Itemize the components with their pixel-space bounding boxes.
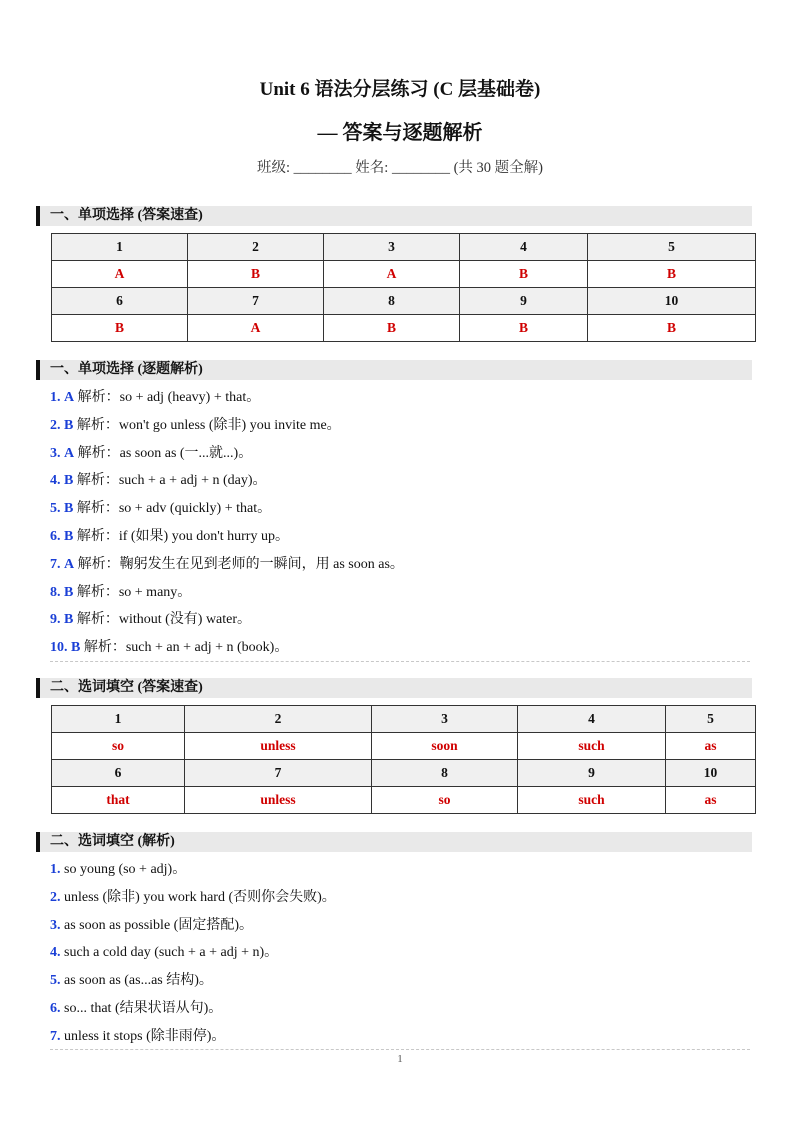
section-heading-fill-quick: 二、选词填空 (答案速查) xyxy=(36,678,752,698)
item-text: as soon as possible (固定搭配)。 xyxy=(64,917,253,933)
list-item xyxy=(50,634,750,662)
item-number: 1. xyxy=(50,390,61,405)
item-text: so... that (结果状语从句)。 xyxy=(64,1000,223,1016)
choice-answer-table xyxy=(51,233,756,342)
divider xyxy=(50,1049,750,1050)
item-number: 6. xyxy=(50,1000,61,1016)
section-heading-choice-quick: 一、单项选择 (答案速查) xyxy=(36,206,752,226)
answer-cell: so xyxy=(372,787,518,814)
answer-cell: that xyxy=(52,787,185,814)
answer-cell: B xyxy=(588,261,756,288)
item-answer: A xyxy=(64,390,75,405)
document-subtitle: — 答案与逐题解析 xyxy=(317,122,483,144)
list-item xyxy=(50,551,750,579)
list-item xyxy=(50,939,750,967)
answer-cell: such xyxy=(518,787,666,814)
list-item xyxy=(50,495,750,523)
table-cell: 4 xyxy=(460,234,588,261)
answer-cell: so xyxy=(52,733,185,760)
answer-cell: B xyxy=(588,315,756,342)
table-cell: 6 xyxy=(52,288,188,315)
table-row xyxy=(52,760,756,787)
list-item xyxy=(50,384,750,412)
fill-analysis-list xyxy=(50,856,750,1051)
table-cell: 7 xyxy=(188,288,324,315)
answer-cell: as xyxy=(666,787,756,814)
document-title: Unit 6 语法分层练习 (C 层基础卷) xyxy=(259,79,541,100)
item-number: 10. xyxy=(50,640,68,656)
table-cell: 3 xyxy=(372,706,518,733)
table-cell: 3 xyxy=(324,234,460,261)
table-row xyxy=(52,288,756,315)
item-number: 1. xyxy=(50,862,61,877)
item-number: 4. xyxy=(50,945,61,961)
item-number: 2. xyxy=(50,417,61,433)
list-item xyxy=(50,440,750,468)
list-item xyxy=(50,856,750,884)
table-cell: 5 xyxy=(666,706,756,733)
table-cell: 10 xyxy=(666,760,756,787)
item-answer: B xyxy=(64,528,74,544)
item-text: 解析：so + many。 xyxy=(76,584,192,600)
table-cell: 2 xyxy=(185,706,372,733)
item-text: 解析：such + an + adj + n (book)。 xyxy=(83,640,289,656)
item-text: 解析：such + a + adj + n (day)。 xyxy=(76,473,267,489)
item-number: 9. xyxy=(50,612,61,628)
list-item xyxy=(50,884,750,912)
item-text: such a cold day (such + a + adj + n)。 xyxy=(64,945,279,961)
item-answer: B xyxy=(64,417,74,433)
table-row xyxy=(52,733,756,760)
table-row xyxy=(52,315,756,342)
answer-cell: B xyxy=(188,261,324,288)
item-text: 解析：鞠躬发生在见到老师的一瞬间，用 as soon as。 xyxy=(77,556,404,572)
table-row xyxy=(52,787,756,814)
table-cell: 7 xyxy=(185,760,372,787)
table-cell: 1 xyxy=(52,706,185,733)
list-item xyxy=(50,1023,750,1051)
list-item xyxy=(50,579,750,607)
table-cell: 5 xyxy=(588,234,756,261)
item-text: so young (so + adj)。 xyxy=(64,862,187,877)
answer-cell: B xyxy=(52,315,188,342)
answer-cell: A xyxy=(188,315,324,342)
list-item xyxy=(50,995,750,1023)
table-cell: 6 xyxy=(52,760,185,787)
table-cell: 9 xyxy=(518,760,666,787)
table-row xyxy=(52,706,756,733)
table-cell: 8 xyxy=(324,288,460,315)
page-number: 1 xyxy=(397,1053,403,1065)
item-number: 5. xyxy=(50,501,61,517)
item-number: 6. xyxy=(50,528,61,544)
answer-cell: B xyxy=(460,315,588,342)
table-cell: 1 xyxy=(52,234,188,261)
choice-analysis-list xyxy=(50,384,750,662)
section-heading-fill-analysis: 二、选词填空 (解析) xyxy=(36,832,752,852)
table-cell: 10 xyxy=(588,288,756,315)
table-row xyxy=(52,234,756,261)
answer-cell: as xyxy=(666,733,756,760)
list-item xyxy=(50,967,750,995)
list-item xyxy=(50,523,750,551)
fill-answer-table xyxy=(51,705,756,814)
table-cell: 4 xyxy=(518,706,666,733)
item-text: 解析：without (没有) water。 xyxy=(76,612,252,628)
item-answer: B xyxy=(64,473,74,489)
item-answer: B xyxy=(64,612,74,628)
divider xyxy=(50,661,750,662)
item-number: 7. xyxy=(50,1028,61,1044)
item-text: 解析：so + adj (heavy) + that。 xyxy=(77,390,261,405)
answer-cell: unless xyxy=(185,787,372,814)
item-answer: B xyxy=(64,501,74,517)
table-row xyxy=(52,261,756,288)
item-text: 解析：if (如果) you don't hurry up。 xyxy=(76,528,289,544)
item-number: 7. xyxy=(50,556,61,572)
item-number: 8. xyxy=(50,584,61,600)
list-item xyxy=(50,606,750,634)
answer-cell: A xyxy=(52,261,188,288)
list-item xyxy=(50,412,750,440)
item-text: unless (除非) you work hard (否则你会失败)。 xyxy=(64,889,336,905)
item-answer: A xyxy=(64,445,75,461)
answer-cell: soon xyxy=(372,733,518,760)
table-cell: 2 xyxy=(188,234,324,261)
table-cell: 8 xyxy=(372,760,518,787)
item-number: 3. xyxy=(50,445,61,461)
answer-cell: A xyxy=(324,261,460,288)
item-answer: B xyxy=(64,584,74,600)
answer-cell: B xyxy=(460,261,588,288)
item-number: 2. xyxy=(50,889,61,905)
section-heading-choice-analysis: 一、单项选择 (逐题解析) xyxy=(36,360,752,380)
item-answer: A xyxy=(64,556,75,572)
item-text: unless it stops (除非雨停)。 xyxy=(64,1028,226,1044)
class-name-line: 班级: ________ 姓名: ________ (共 30 题全解) xyxy=(257,160,543,176)
list-item xyxy=(50,912,750,940)
item-number: 3. xyxy=(50,917,61,933)
item-number: 4. xyxy=(50,473,61,489)
item-text: 解析：won't go unless (除非) you invite me。 xyxy=(76,417,341,433)
answer-cell: unless xyxy=(185,733,372,760)
item-text: as soon as (as...as 结构)。 xyxy=(64,973,213,989)
item-number: 5. xyxy=(50,973,61,989)
table-cell: 9 xyxy=(460,288,588,315)
answer-cell: B xyxy=(324,315,460,342)
item-text: 解析：so + adv (quickly) + that。 xyxy=(76,501,272,517)
list-item xyxy=(50,467,750,495)
answer-cell: such xyxy=(518,733,666,760)
item-text: 解析：as soon as (一...就...)。 xyxy=(77,445,253,461)
item-answer: B xyxy=(71,640,81,656)
